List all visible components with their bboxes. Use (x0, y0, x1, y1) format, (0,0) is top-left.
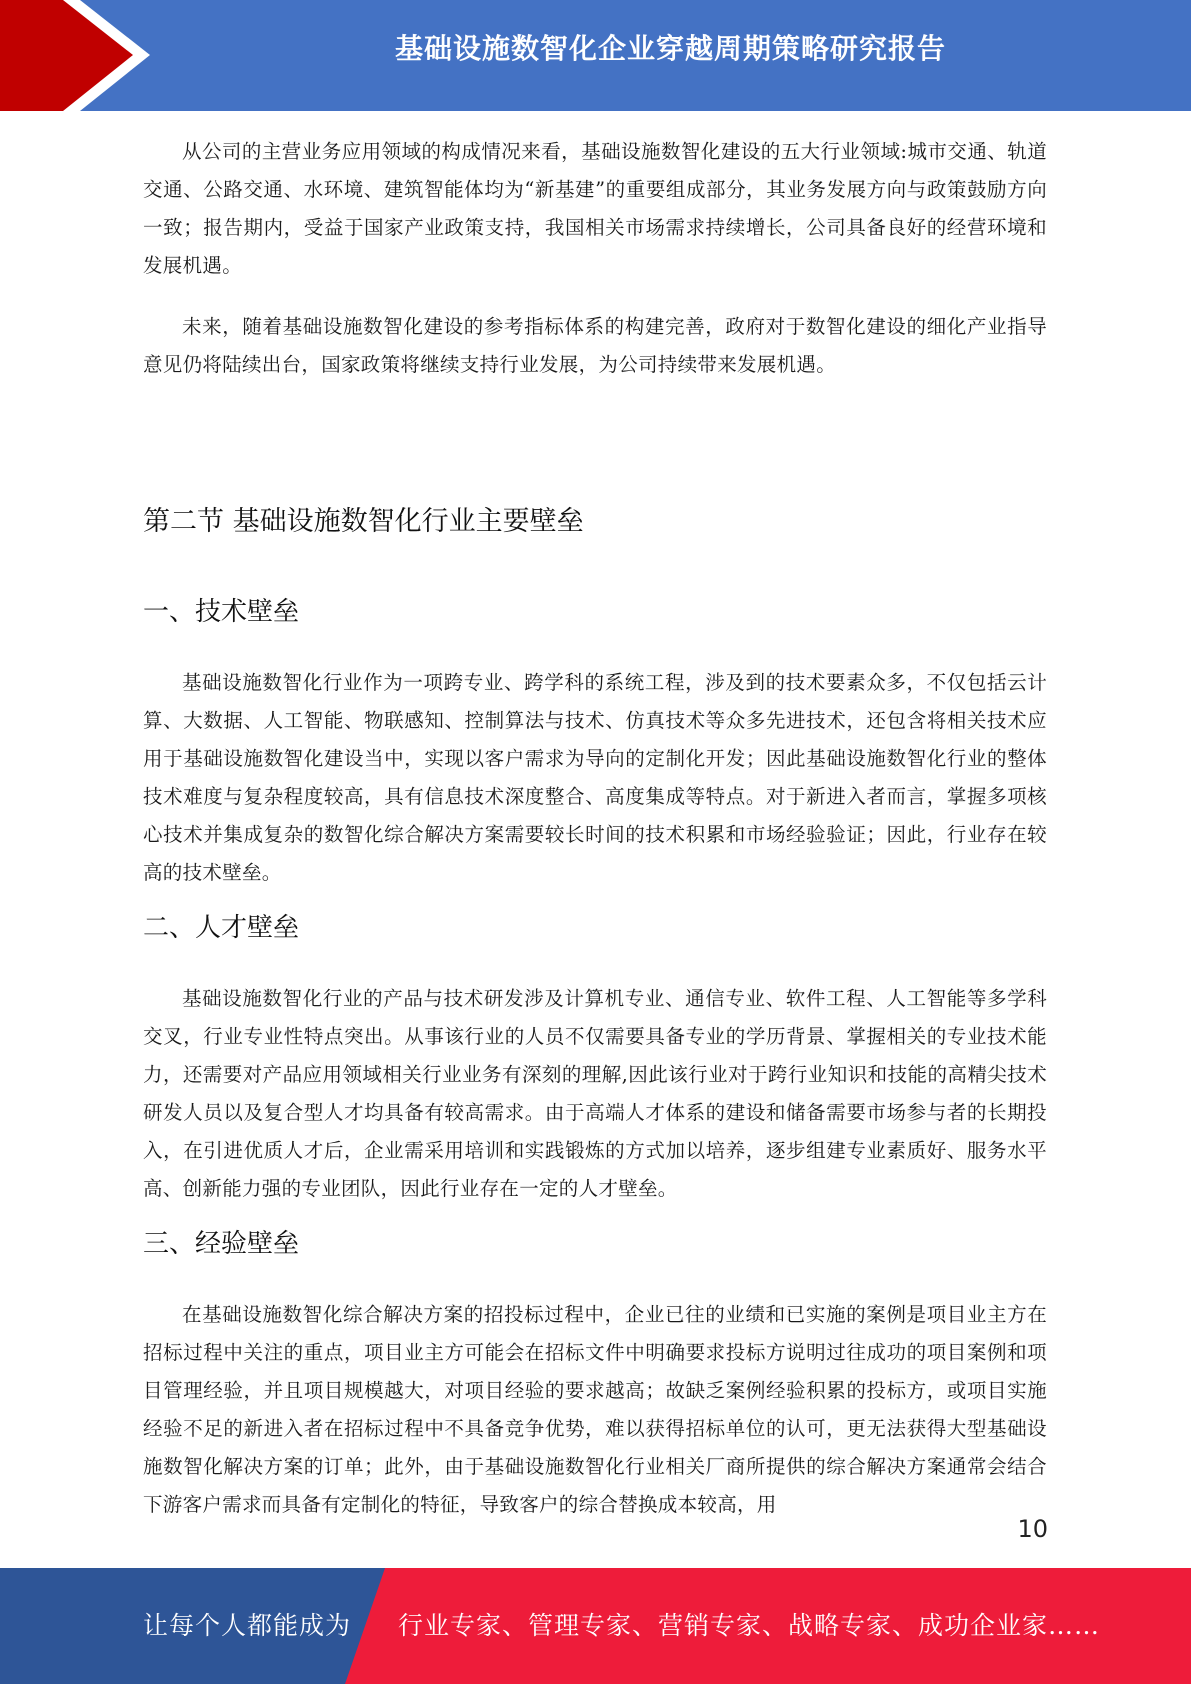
subsection-body-experience: 在基础设施数智化综合解决方案的招投标过程中，企业已往的业绩和已实施的案例是项目业主方在招标过程中关注的重点，项目业主方可能会在招标文件中明确要求投标方说明过往成功的项目案例和项目管理经验，并且项目规模越大，对项目经验的要求越高；故缺乏案例经验积累的投标方，或项目实施经验不足的新进入者在招标过程中不具备竞争优势，难以获得招标单位的认可，更无法获得大型基础设施数智化解决方案的订单；此外，由于基础设施数智化行业相关厂商所提供的综合解决方案通常会结合下游客户需求而具备有定制化的特征，导致客户的综合替换成本较高，用 (143, 1303, 1047, 1516)
subsection-heading-technology: 一、技术壁垒 (143, 597, 300, 627)
intro-paragraph-2: 未来，随着基础设施数智化建设的参考指标体系的构建完善，政府对于数智化建设的细化产业指导意见仍将陆续出台，国家政策将继续支持行业发展，为公司持续带来发展机遇。 (143, 315, 1047, 376)
document-body (143, 133, 1047, 1524)
footer-slogan-left: 让每个人都能成为 (143, 1611, 352, 1640)
report-title: 基础设施数智化企业穿越周期策略研究报告 (394, 32, 946, 65)
subsection-heading-talent: 二、人才壁垒 (143, 913, 300, 943)
footer-banner (0, 1568, 1191, 1684)
subsection-heading-experience: 三、经验壁垒 (143, 1229, 300, 1259)
intro-paragraph-1: 从公司的主营业务应用领域的构成情况来看，基础设施数智化建设的五大行业领域:城市交通、轨道交通、公路交通、水环境、建筑智能体均为“新基建”的重要组成部分，其业务发展方向与政策鼓励方向一致；报告期内，受益于国家产业政策支持，我国相关市场需求持续增长，公司具备良好的经营环境和发展机遇。 (143, 140, 1047, 277)
page-number: 10 (1017, 1515, 1048, 1543)
subsection-body-technology: 基础设施数智化行业作为一项跨专业、跨学科的系统工程，涉及到的技术要素众多，不仅包括云计算、大数据、人工智能、物联感知、控制算法与技术、仿真技术等众多先进技术，还包含将相关技术应用于基础设施数智化建设当中，实现以客户需求为导向的定制化开发；因此基础设施数智化行业的整体技术难度与复杂程度较高，具有信息技术深度整合、高度集成等特点。对于新进入者而言，掌握多项核心技术并集成复杂的数智化综合解决方案需要较长时间的技术积累和市场经验验证；因此，行业存在较高的技术壁垒。 (143, 671, 1047, 884)
red-chevron-decoration (0, 0, 160, 111)
section-heading: 第二节 基础设施数智化行业主要壁垒 (143, 506, 584, 537)
report-header-banner (0, 0, 1191, 111)
subsection-body-talent: 基础设施数智化行业的产品与技术研发涉及计算机专业、通信专业、软件工程、人工智能等多学科交叉，行业专业性特点突出。从事该行业的人员不仅需要具备专业的学历背景、掌握相关的专业技术能力，还需要对产品应用领域相关行业业务有深刻的理解,因此该行业对于跨行业知识和技能的高精尖技术研发人员以及复合型人才均具备有较高需求。由于高端人才体系的建设和储备需要市场参与者的长期投入，在引进优质人才后，企业需采用培训和实践锻炼的方式加以培养，逐步组建专业素质好、服务水平高、创新能力强的专业团队，因此行业存在一定的人才壁垒。 (143, 987, 1047, 1200)
footer-slogan-right: 行业专家、管理专家、营销专家、战略专家、成功企业家…… (398, 1611, 1101, 1640)
